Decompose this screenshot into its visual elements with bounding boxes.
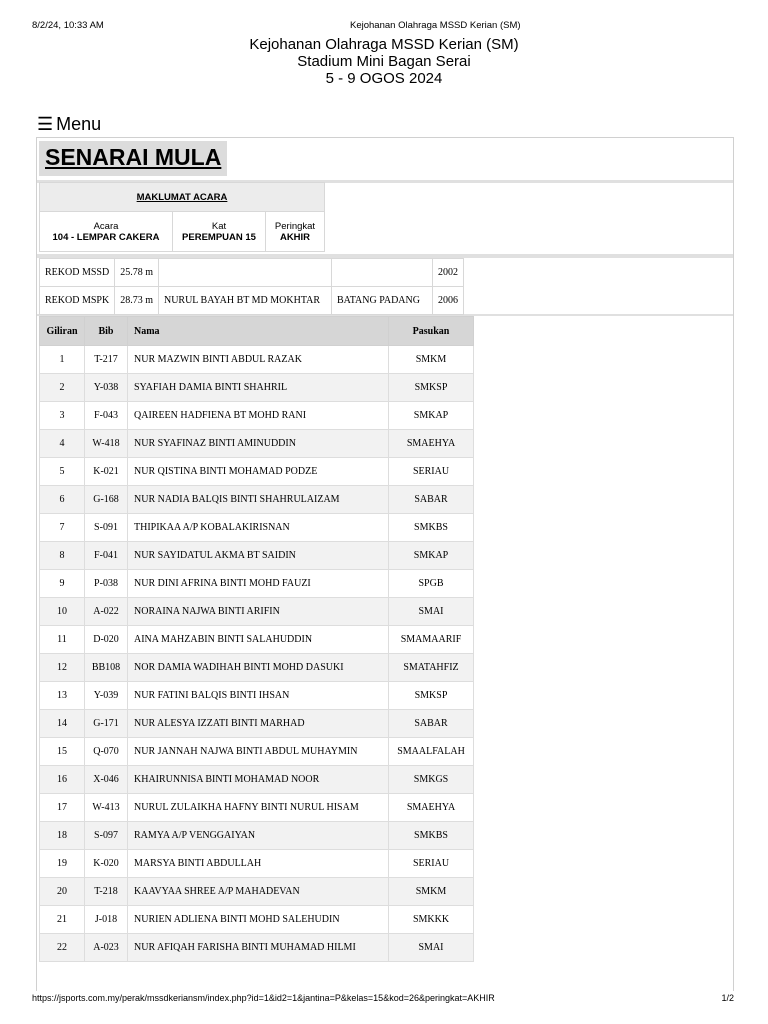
table-row — [40, 486, 474, 514]
record-year: 2006 — [432, 287, 463, 315]
category-value: PEREMPUAN 15 — [182, 231, 256, 243]
row-pasukan: SMKAP — [389, 542, 474, 570]
table-row — [40, 794, 474, 822]
event-header — [0, 36, 768, 87]
row-nama: NUR NADIA BALQIS BINTI SHAHRULAIZAM — [128, 486, 389, 514]
row-bib: P-038 — [85, 570, 128, 598]
row-bib: A-022 — [85, 598, 128, 626]
row-giliran: 4 — [40, 430, 85, 458]
records-table — [39, 258, 464, 315]
row-pasukan: SABAR — [389, 710, 474, 738]
row-pasukan: SMAI — [389, 598, 474, 626]
row-giliran: 3 — [40, 402, 85, 430]
event-name: Kejohanan Olahraga MSSD Kerian (SM) — [249, 36, 519, 53]
row-giliran: 1 — [40, 346, 85, 374]
row-giliran: 14 — [40, 710, 85, 738]
row-bib: Y-039 — [85, 682, 128, 710]
print-datetime: 8/2/24, 10:33 AM — [32, 20, 104, 31]
row-bib: D-020 — [85, 626, 128, 654]
row-bib: G-168 — [85, 486, 128, 514]
record-label: REKOD MSSD — [40, 259, 115, 287]
print-footer — [32, 993, 736, 1007]
page-url: https://jsports.com.my/perak/mssdkeriansm/index.php?id=1&id2=1&jantina=P&kelas=15&kod=26&peringkat=AKHIR — [32, 993, 495, 1003]
table-row — [40, 738, 474, 766]
category-cell — [173, 212, 266, 252]
row-nama: NUR AFIQAH FARISHA BINTI MUHAMAD HILMI — [128, 934, 389, 962]
row-bib: K-020 — [85, 850, 128, 878]
row-bib: S-091 — [85, 514, 128, 542]
row-pasukan: SMKBS — [389, 822, 474, 850]
row-giliran: 21 — [40, 906, 85, 934]
round-cell — [266, 212, 325, 252]
table-row — [40, 710, 474, 738]
table-row — [40, 570, 474, 598]
table-row — [40, 542, 474, 570]
row-pasukan: SMKGS — [389, 766, 474, 794]
row-giliran: 17 — [40, 794, 85, 822]
category-label: Kat — [211, 220, 227, 232]
header-pasukan: Pasukan — [389, 317, 474, 346]
table-row — [40, 934, 474, 962]
row-bib: Y-038 — [85, 374, 128, 402]
row-pasukan: SMAEHYA — [389, 430, 474, 458]
row-giliran: 8 — [40, 542, 85, 570]
row-bib: A-023 — [85, 934, 128, 962]
row-nama: THIPIKAA A/P KOBALAKIRISNAN — [128, 514, 389, 542]
row-giliran: 12 — [40, 654, 85, 682]
content-frame — [36, 137, 734, 991]
row-bib: F-041 — [85, 542, 128, 570]
row-pasukan: SPGB — [389, 570, 474, 598]
row-giliran: 20 — [40, 878, 85, 906]
table-row — [40, 598, 474, 626]
row-bib: BB108 — [85, 654, 128, 682]
row-nama: NUR JANNAH NAJWA BINTI ABDUL MUHAYMIN — [128, 738, 389, 766]
row-bib: F-043 — [85, 402, 128, 430]
table-row — [40, 682, 474, 710]
row-pasukan: SMATAHFIZ — [389, 654, 474, 682]
row-pasukan: SMKBS — [389, 514, 474, 542]
record-value: 28.73 m — [115, 287, 159, 315]
row-nama: NUR SYAFINAZ BINTI AMINUDDIN — [128, 430, 389, 458]
row-giliran: 6 — [40, 486, 85, 514]
row-nama: KHAIRUNNISA BINTI MOHAMAD NOOR — [128, 766, 389, 794]
row-nama: KAAVYAA SHREE A/P MAHADEVAN — [128, 878, 389, 906]
table-row — [40, 430, 474, 458]
record-holder — [158, 259, 331, 287]
row-pasukan: SMKSP — [389, 682, 474, 710]
row-bib: S-097 — [85, 822, 128, 850]
record-row — [40, 287, 464, 315]
row-bib: T-218 — [85, 878, 128, 906]
title-strip — [37, 138, 733, 183]
row-bib: K-021 — [85, 458, 128, 486]
record-holder: NURUL BAYAH BT MD MOKHTAR — [158, 287, 331, 315]
row-pasukan: SMAI — [389, 934, 474, 962]
table-row — [40, 402, 474, 430]
event-dates: 5 - 9 OGOS 2024 — [325, 70, 443, 87]
table-row — [40, 626, 474, 654]
row-bib: G-171 — [85, 710, 128, 738]
round-value: AKHIR — [279, 231, 311, 243]
table-row — [40, 374, 474, 402]
event-label: Acara — [93, 220, 119, 232]
event-venue: Stadium Mini Bagan Serai — [297, 53, 471, 70]
row-giliran: 22 — [40, 934, 85, 962]
row-bib: X-046 — [85, 766, 128, 794]
print-header — [32, 20, 736, 34]
table-row — [40, 654, 474, 682]
row-nama: RAMYA A/P VENGGAIYAN — [128, 822, 389, 850]
start-list-header-row — [40, 317, 474, 346]
row-giliran: 18 — [40, 822, 85, 850]
row-bib: W-418 — [85, 430, 128, 458]
row-giliran: 7 — [40, 514, 85, 542]
event-cell — [40, 212, 173, 252]
table-row — [40, 346, 474, 374]
row-nama: NUR SAYIDATUL AKMA BT SAIDIN — [128, 542, 389, 570]
row-pasukan: SMKKK — [389, 906, 474, 934]
row-bib: T-217 — [85, 346, 128, 374]
row-nama: NURUL ZULAIKHA HAFNY BINTI NURUL HISAM — [128, 794, 389, 822]
table-row — [40, 906, 474, 934]
header-nama: Nama — [128, 317, 389, 346]
page-title: SENARAI MULA — [39, 141, 227, 176]
row-giliran: 9 — [40, 570, 85, 598]
table-row — [40, 878, 474, 906]
row-pasukan: SMAMAARIF — [389, 626, 474, 654]
row-nama: AINA MAHZABIN BINTI SALAHUDDIN — [128, 626, 389, 654]
table-row — [40, 514, 474, 542]
hamburger-icon: ☰ — [37, 114, 54, 134]
row-giliran: 13 — [40, 682, 85, 710]
start-list-table — [39, 316, 474, 962]
row-pasukan: SERIAU — [389, 850, 474, 878]
round-label: Peringkat — [274, 220, 316, 232]
record-label: REKOD MSPK — [40, 287, 115, 315]
row-giliran: 19 — [40, 850, 85, 878]
row-nama: QAIREEN HADFIENA BT MOHD RANI — [128, 402, 389, 430]
row-pasukan: SERIAU — [389, 458, 474, 486]
row-pasukan: SMKSP — [389, 374, 474, 402]
row-nama: NUR MAZWIN BINTI ABDUL RAZAK — [128, 346, 389, 374]
row-pasukan: SMAALFALAH — [389, 738, 474, 766]
record-year: 2002 — [432, 259, 463, 287]
table-row — [40, 822, 474, 850]
table-row — [40, 458, 474, 486]
record-row — [40, 259, 464, 287]
row-pasukan: SMKAP — [389, 402, 474, 430]
row-nama: NOR DAMIA WADIHAH BINTI MOHD DASUKI — [128, 654, 389, 682]
row-giliran: 10 — [40, 598, 85, 626]
row-nama: SYAFIAH DAMIA BINTI SHAHRIL — [128, 374, 389, 402]
row-nama: NUR QISTINA BINTI MOHAMAD PODZE — [128, 458, 389, 486]
records-section — [37, 258, 733, 316]
record-value: 25.78 m — [115, 259, 159, 287]
print-title: Kejohanan Olahraga MSSD Kerian (SM) — [350, 20, 521, 31]
event-info-table — [39, 182, 325, 252]
event-info-heading: MAKLUMAT ACARA — [40, 183, 325, 212]
row-giliran: 2 — [40, 374, 85, 402]
row-bib: Q-070 — [85, 738, 128, 766]
row-nama: NUR DINI AFRINA BINTI MOHD FAUZI — [128, 570, 389, 598]
row-nama: NORAINA NAJWA BINTI ARIFIN — [128, 598, 389, 626]
row-nama: NURIEN ADLIENA BINTI MOHD SALEHUDIN — [128, 906, 389, 934]
start-list-body — [40, 346, 474, 962]
event-value: 104 - LEMPAR CAKERA — [52, 231, 160, 243]
row-nama: NUR ALESYA IZZATI BINTI MARHAD — [128, 710, 389, 738]
row-giliran: 11 — [40, 626, 85, 654]
row-pasukan: SMKM — [389, 346, 474, 374]
row-bib: J-018 — [85, 906, 128, 934]
header-bib: Bib — [85, 317, 128, 346]
row-giliran: 5 — [40, 458, 85, 486]
row-giliran: 16 — [40, 766, 85, 794]
row-pasukan: SMKM — [389, 878, 474, 906]
table-row — [40, 850, 474, 878]
menu-button[interactable] — [37, 114, 101, 135]
menu-label: Menu — [56, 114, 102, 134]
record-team: BATANG PADANG — [331, 287, 432, 315]
record-team — [331, 259, 432, 287]
row-giliran: 15 — [40, 738, 85, 766]
row-nama: NUR FATINI BALQIS BINTI IHSAN — [128, 682, 389, 710]
event-info-section — [37, 182, 733, 258]
page-number: 1/2 — [721, 993, 734, 1003]
row-bib: W-413 — [85, 794, 128, 822]
row-pasukan: SMAEHYA — [389, 794, 474, 822]
table-row — [40, 766, 474, 794]
row-pasukan: SABAR — [389, 486, 474, 514]
row-nama: MARSYA BINTI ABDULLAH — [128, 850, 389, 878]
header-giliran: Giliran — [40, 317, 85, 346]
